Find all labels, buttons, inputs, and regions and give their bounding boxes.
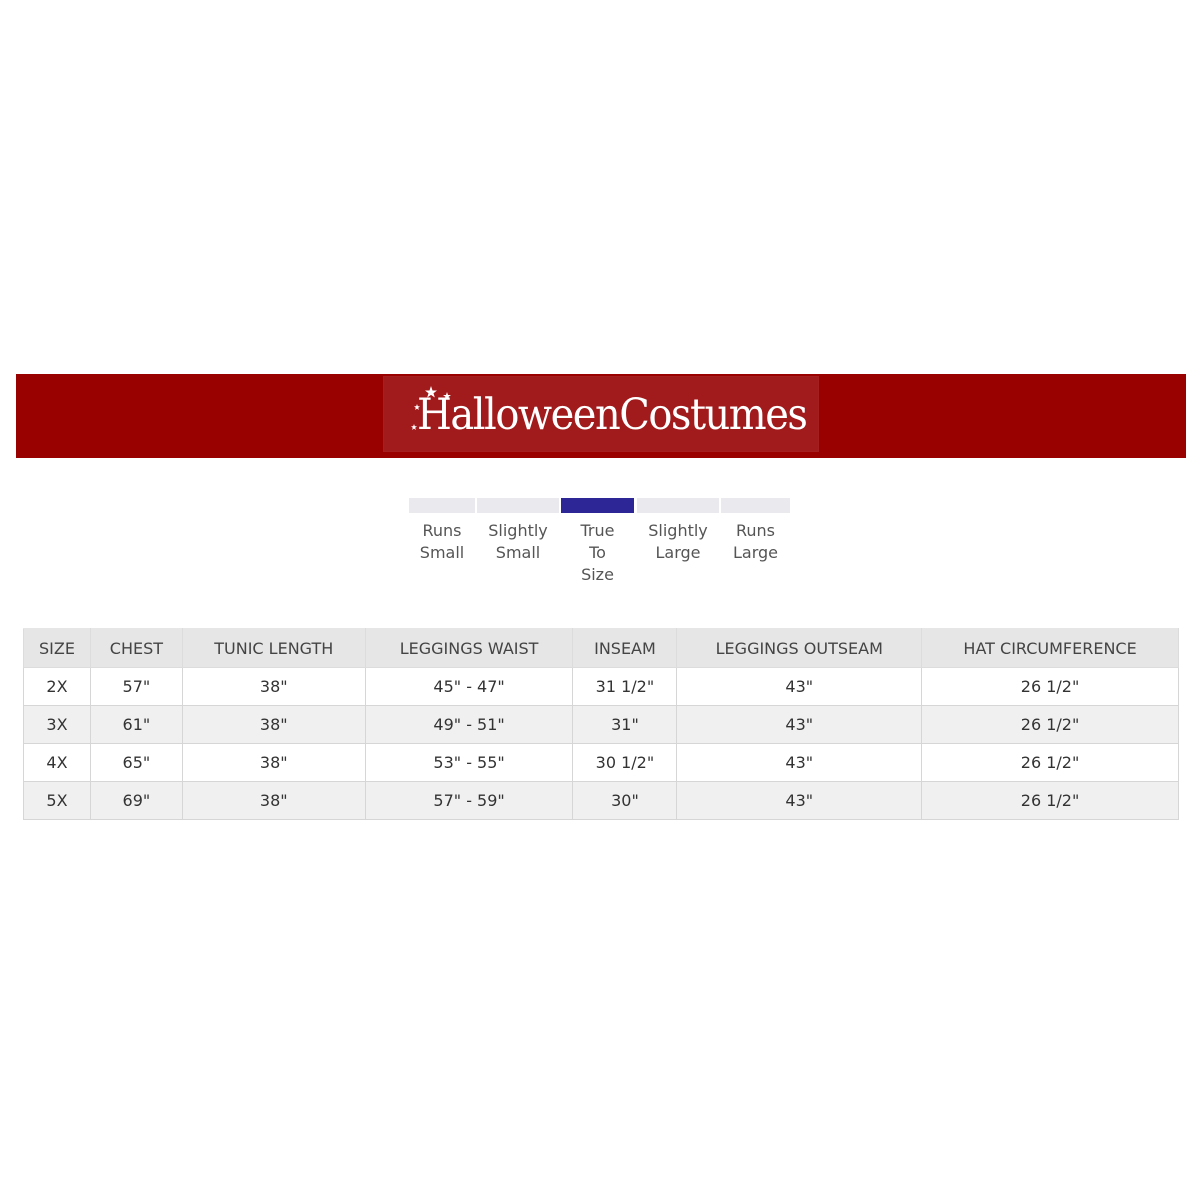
- table-row: [24, 744, 1179, 782]
- table-cell: 3X: [24, 706, 91, 744]
- table-cell: 5X: [24, 782, 91, 820]
- table-cell: 61": [90, 706, 182, 744]
- fit-bar-slightly-small: [477, 498, 559, 513]
- table-cell: 65": [90, 744, 182, 782]
- fit-label-runs-large: Runs Large: [732, 521, 778, 562]
- table-row: [24, 668, 1179, 706]
- table-cell: 69": [90, 782, 182, 820]
- table-cell: 57": [90, 668, 182, 706]
- fit-bar-slightly-large: [637, 498, 719, 513]
- table-cell: 38": [182, 782, 365, 820]
- table-cell: 53" - 55": [365, 744, 573, 782]
- column-header: TUNIC LENGTH: [182, 629, 365, 668]
- column-header: CHEST: [90, 629, 182, 668]
- table-header-row: [24, 629, 1179, 668]
- table-cell: 30 1/2": [573, 744, 677, 782]
- table-cell: 4X: [24, 744, 91, 782]
- table-cell: 57" - 59": [365, 782, 573, 820]
- fit-bar-true-to-size: [561, 498, 634, 513]
- brand-logo: [383, 376, 819, 452]
- table-cell: 45" - 47": [365, 668, 573, 706]
- logo-wordmark: HalloweenCostumes: [417, 390, 807, 440]
- fit-bar-runs-large: [721, 498, 790, 513]
- table-cell: 30": [573, 782, 677, 820]
- table-cell: 2X: [24, 668, 91, 706]
- table-cell: 31": [573, 706, 677, 744]
- header-banner: [16, 374, 1186, 458]
- table-cell: 43": [677, 782, 922, 820]
- table-cell: 26 1/2": [922, 782, 1179, 820]
- table-cell: 26 1/2": [922, 744, 1179, 782]
- table-row: [24, 706, 1179, 744]
- table-cell: 26 1/2": [922, 668, 1179, 706]
- column-header: LEGGINGS OUTSEAM: [677, 629, 922, 668]
- column-header: LEGGINGS WAIST: [365, 629, 573, 668]
- fit-bar-runs-small: [409, 498, 475, 513]
- size-chart-table: [23, 628, 1179, 820]
- table-cell: 38": [182, 706, 365, 744]
- table-cell: 43": [677, 744, 922, 782]
- table-cell: 26 1/2": [922, 706, 1179, 744]
- table-cell: 49" - 51": [365, 706, 573, 744]
- fit-label-slightly-large: Slightly Large: [648, 521, 708, 562]
- fit-scale: [409, 498, 790, 598]
- column-header: HAT CIRCUMFERENCE: [922, 629, 1179, 668]
- fit-label-slightly-small: Slightly Small: [488, 521, 548, 562]
- fit-label-runs-small: Runs Small: [419, 521, 465, 562]
- table-row: [24, 782, 1179, 820]
- table-cell: 31 1/2": [573, 668, 677, 706]
- fit-label-true-to-size: True To Size: [580, 521, 615, 584]
- table-cell: 38": [182, 668, 365, 706]
- column-header: SIZE: [24, 629, 91, 668]
- table-cell: 38": [182, 744, 365, 782]
- table-cell: 43": [677, 668, 922, 706]
- table-cell: 43": [677, 706, 922, 744]
- column-header: INSEAM: [573, 629, 677, 668]
